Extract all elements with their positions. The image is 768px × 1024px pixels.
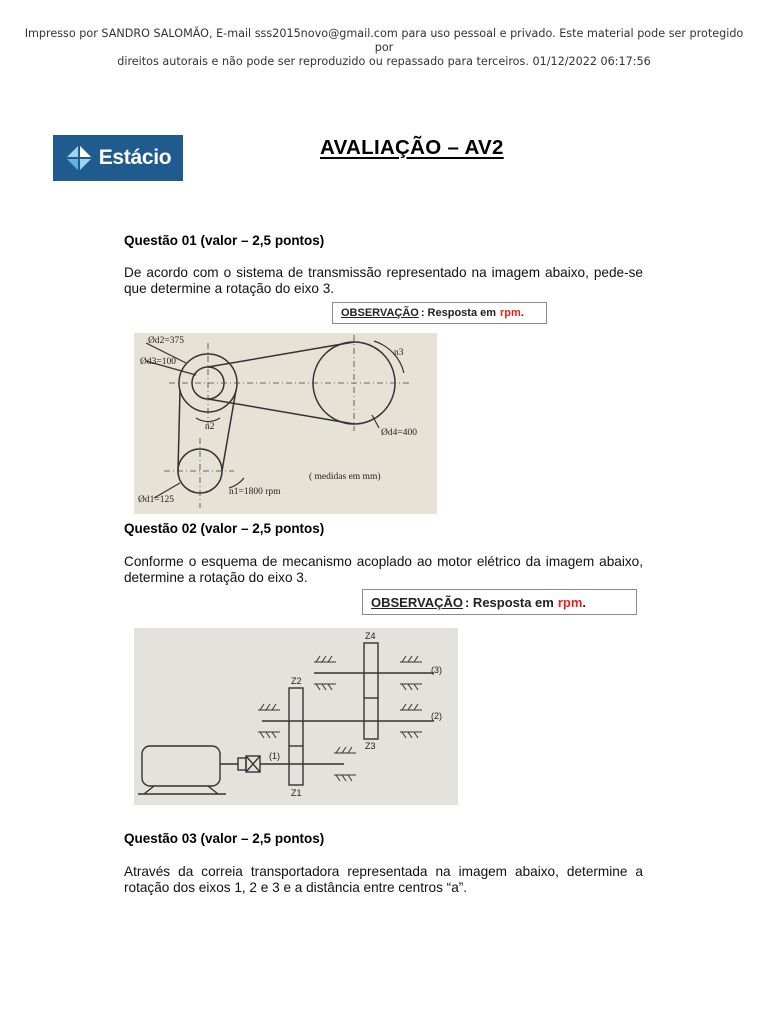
label-d4: Ød4=400	[381, 428, 417, 438]
pulley-drawing	[134, 333, 437, 514]
label-d3: Ød3=100	[140, 357, 176, 367]
label-note: ( medidas em mm)	[309, 472, 381, 482]
gear-z1-z2	[289, 688, 303, 785]
question-3-text: Através da correia transportadora representada na imagem abaixo, determine a rotação dos eixos 1, 2 e 3 e a distância entre centros “a”.	[124, 864, 643, 895]
question-2-observation	[362, 589, 637, 615]
label-shaft-1: (1)	[269, 751, 280, 761]
label-d1: Ød1=125	[138, 495, 174, 505]
label-z2: Z2	[291, 676, 302, 686]
observation-text: : Resposta em	[420, 307, 497, 319]
observation-unit: rpm	[500, 307, 521, 319]
gear-z3-z4	[364, 643, 378, 739]
electric-motor	[142, 746, 220, 786]
estacio-logo	[53, 135, 183, 181]
watermark-line-2: direitos autorais e não pode ser reproduzido ou repassado para terceiros. 01/12/2022 06:17:56	[117, 55, 651, 68]
label-shaft-3: (3)	[431, 665, 442, 675]
label-n3: n3	[394, 348, 404, 358]
observation-unit: rpm	[557, 594, 583, 610]
question-2-text: Conforme o esquema de mecanismo acoplado ao motor elétrico da imagem abaixo, determine a rotação do eixo 3.	[124, 554, 643, 585]
gear-mechanism-drawing	[134, 628, 458, 805]
label-d2: Ød2=375	[148, 336, 184, 346]
label-n1: n1=1800 rpm	[229, 487, 281, 497]
print-watermark	[20, 27, 748, 69]
label-z3: Z3	[365, 741, 376, 751]
label-n2: n2	[205, 422, 215, 432]
question-1-observation	[332, 302, 547, 324]
watermark-line-1: Impresso por SANDRO SALOMÃO, E-mail sss2015novo@gmail.com para uso pessoal e privado. Este material pode ser protegido por	[24, 27, 744, 54]
question-3-heading: Questão 03 (valor – 2,5 pontos)	[124, 831, 325, 846]
question-1-heading: Questão 01 (valor – 2,5 pontos)	[124, 233, 325, 248]
observation-label: OBSERVAÇÃO	[341, 307, 419, 319]
label-z1: Z1	[291, 788, 302, 798]
label-z4: Z4	[365, 631, 376, 641]
label-shaft-2: (2)	[431, 711, 442, 721]
question-2-heading: Questão 02 (valor – 2,5 pontos)	[124, 521, 325, 536]
question-2-gear-diagram	[134, 628, 458, 805]
observation-text: : Resposta em	[464, 594, 554, 610]
observation-end: .	[582, 594, 587, 610]
observation-label: OBSERVAÇÃO	[371, 594, 463, 610]
logo-text: Estácio	[98, 146, 172, 169]
page-title: AVALIAÇÃO – AV2	[320, 136, 504, 159]
question-1-text: De acordo com o sistema de transmissão representado na imagem abaixo, pede-se que determine a rotação do eixo 3.	[124, 265, 643, 296]
observation-end: .	[520, 307, 524, 319]
diamond-logo-icon	[65, 144, 93, 172]
question-1-pulley-diagram	[134, 333, 437, 514]
